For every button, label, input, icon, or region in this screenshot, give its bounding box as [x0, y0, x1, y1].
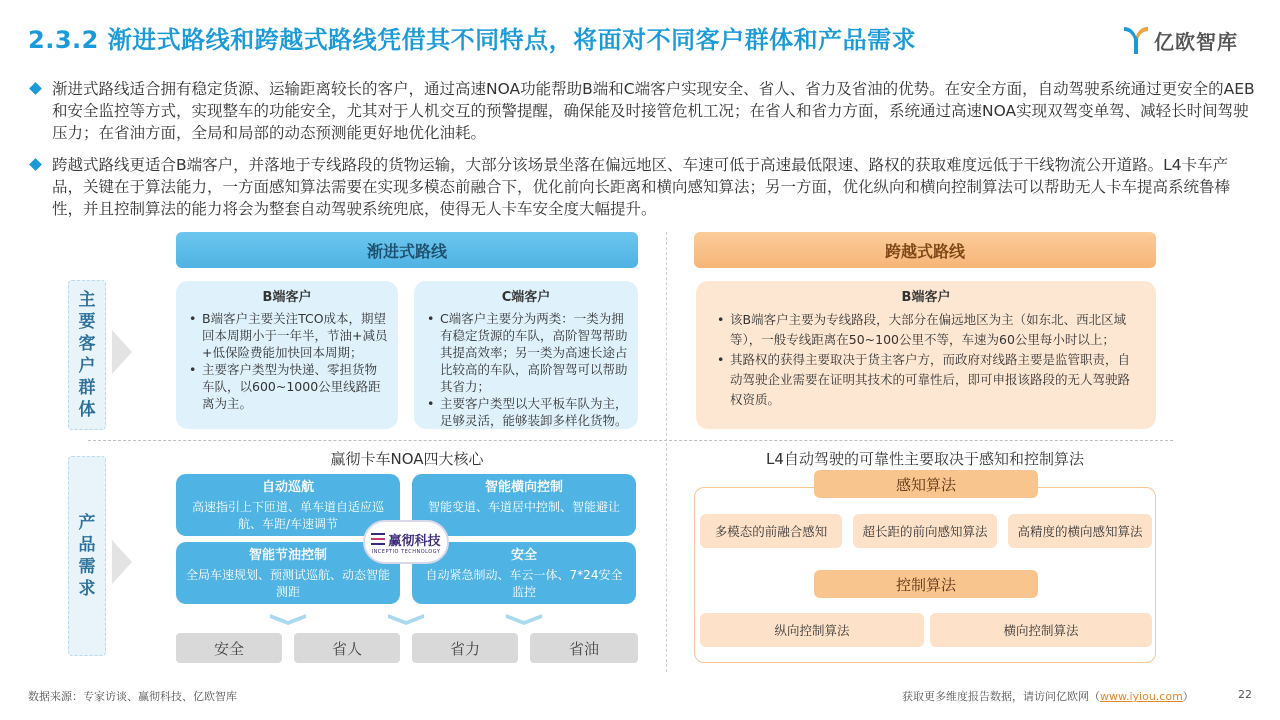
page-number: 22 — [1238, 688, 1252, 701]
core-text: 全局车速规划、预测试巡航、动态智能测距 — [185, 568, 390, 599]
side-char: 主 — [78, 290, 96, 310]
core-title: 安全 — [510, 548, 537, 563]
more-suffix: ） — [1182, 690, 1194, 703]
noa-core-title: 赢彻卡车NOA四大核心 — [330, 450, 484, 468]
side-char: 求 — [78, 579, 96, 599]
core-title: 智能节油控制 — [248, 548, 327, 563]
progressive-route-header: 渐进式路线 — [176, 232, 638, 268]
data-source: 数据来源：专家访谈、赢彻科技、亿欧智库 — [28, 690, 237, 703]
control-item: 横向控制算法 — [930, 613, 1152, 647]
badge-sub-text: INCEPTIO TECHNOLOGY — [371, 548, 441, 555]
core-text: 自动紧急制动、车云一体、7*24安全监控 — [425, 568, 623, 599]
iyiou-link[interactable]: www.iyiou.com — [1100, 690, 1183, 703]
chevron-right-icon — [112, 330, 132, 374]
card-item: • 主要客户类型为快递、零担货物车队，以600~1000公里线路距离为主。 — [186, 361, 388, 412]
leapfrog-route-header: 跨越式路线 — [694, 232, 1156, 268]
bullet-text: 跨越式路线更适合B端客户，并落地于专线路段的货物运输，大部分该场景坐落在偏远地区、车速可低于高速最低限速、路权的获取难度远低于干线物流公开道路。L4卡车产品，关键在于算法能力，一方面感知算法需要在实现多模态前融合下，优化前向长距离和横向感知算法；另一方面，优化纵向和横向控制算法可以帮助无人卡车提高系统鲁棒性，并且控制算法的能力将会为整套自动驾驶系统兜底，使得无人卡车安全度大幅提升。 — [52, 156, 1231, 218]
side-char: 群 — [78, 378, 96, 398]
side-char: 体 — [78, 400, 96, 420]
core-title: 自动巡航 — [261, 480, 314, 495]
card-title: B端客户 — [901, 290, 951, 305]
perception-item: 高精度的横向感知算法 — [1008, 514, 1152, 548]
badge-main-text: 赢彻科技 — [388, 533, 441, 549]
core-lateral-control — [412, 474, 636, 536]
chevron-down-icon — [268, 612, 308, 628]
inceptio-badge — [363, 520, 449, 564]
side-label-product — [68, 456, 106, 656]
bullet-text: 渐进式路线适合拥有稳定货源、运输距离较长的客户，通过高速NOA功能帮助B端和C端客户实现安全、省人、省力及省油的优势。在安全方面，自动驾驶系统通过更安全的AEB和安全监控等方式，实现整车的功能安全，尤其对于人机交互的预警提醒，确保能及时接管危机工况；在省人和省力方面，系统通过高速NOA实现双驾变单驾、减轻长时间驾驶压力；在省油方面，全局和局部的动态预测能更好地优化油耗。 — [52, 80, 1255, 142]
chevron-down-icon — [504, 612, 544, 628]
card-item: • C端客户主要分为两类：一类为拥有稳定货源的车队，高阶智驾帮助其提高效率；另一类为高速长途占比较高的车队，高阶智驾可以帮助其省力； — [424, 310, 628, 395]
progressive-c-card — [414, 281, 638, 429]
diamond-bullet-icon — [30, 83, 42, 95]
side-char: 要 — [78, 312, 96, 332]
card-item: • B端客户主要关注TCO成本，期望回本周期小于一年半，节油+减员+低保险费能加快回本周期； — [186, 310, 388, 361]
control-item: 纵向控制算法 — [700, 613, 924, 647]
card-item: • 该B端客户主要为专线路段，大部分在偏远地区为主（如东北、西北区域等），一般专线距离在50~100公里不等，车速为60公里每小时以上； — [714, 310, 1138, 350]
perception-algo-title: 感知算法 — [814, 470, 1038, 498]
side-char: 户 — [78, 356, 96, 376]
side-char: 客 — [78, 334, 96, 354]
vertical-divider — [666, 232, 667, 672]
side-char: 需 — [78, 557, 96, 577]
benefit-save-effort: 省力 — [412, 633, 518, 663]
benefit-safety: 安全 — [176, 633, 282, 663]
horizontal-divider — [88, 440, 1173, 441]
core-text: 高速指引上下匝道、单车道自适应巡航、车距/车速调节 — [191, 500, 384, 531]
bullet-progressive — [30, 78, 1255, 144]
more-reports-note — [902, 688, 1194, 704]
control-algo-title: 控制算法 — [814, 570, 1038, 598]
benefit-save-labor: 省人 — [294, 633, 400, 663]
l4-algo-title: L4自动驾驶的可靠性主要取决于感知和控制算法 — [766, 450, 1084, 468]
card-title: C端客户 — [501, 290, 551, 305]
diamond-bullet-icon — [30, 159, 42, 171]
card-title: B端客户 — [262, 290, 312, 305]
page-title: 2.3.2 渐进式路线和跨越式路线凭借其不同特点，将面对不同客户群体和产品需求 — [28, 26, 917, 54]
card-item: • 其路权的获得主要取决于货主客户方，而政府对线路主要是监管职责，自动驾驶企业需要在证明其技术的可靠性后，即可申报该路段的无人驾驶路权资质。 — [714, 350, 1138, 410]
side-label-customer — [68, 280, 106, 430]
side-char: 产 — [78, 513, 96, 533]
inceptio-logo-icon — [371, 533, 385, 545]
card-item: • 主要客户类型以大平板车队为主，足够灵活，能够装卸多样化货物。 — [424, 395, 628, 429]
iyiou-logo-icon — [1122, 24, 1150, 56]
logo — [1122, 22, 1262, 58]
progressive-b-card — [176, 281, 398, 429]
core-title: 智能横向控制 — [484, 480, 563, 495]
perception-item: 多模态的前融合感知 — [700, 514, 842, 548]
perception-item: 超长距的前向感知算法 — [853, 514, 997, 548]
more-prefix: 获取更多维度报告数据，请访问亿欧网（ — [902, 690, 1100, 703]
benefit-save-fuel: 省油 — [530, 633, 638, 663]
leapfrog-b-card — [696, 281, 1156, 429]
chevron-down-icon — [386, 612, 426, 628]
side-char: 品 — [78, 535, 96, 555]
core-text: 智能变道、车道居中控制、智能避让 — [427, 500, 620, 514]
logo-text: 亿欧智库 — [1154, 29, 1238, 54]
bullet-leapfrog — [30, 154, 1255, 220]
core-auto-cruise — [176, 474, 400, 536]
chevron-right-icon — [112, 540, 132, 584]
